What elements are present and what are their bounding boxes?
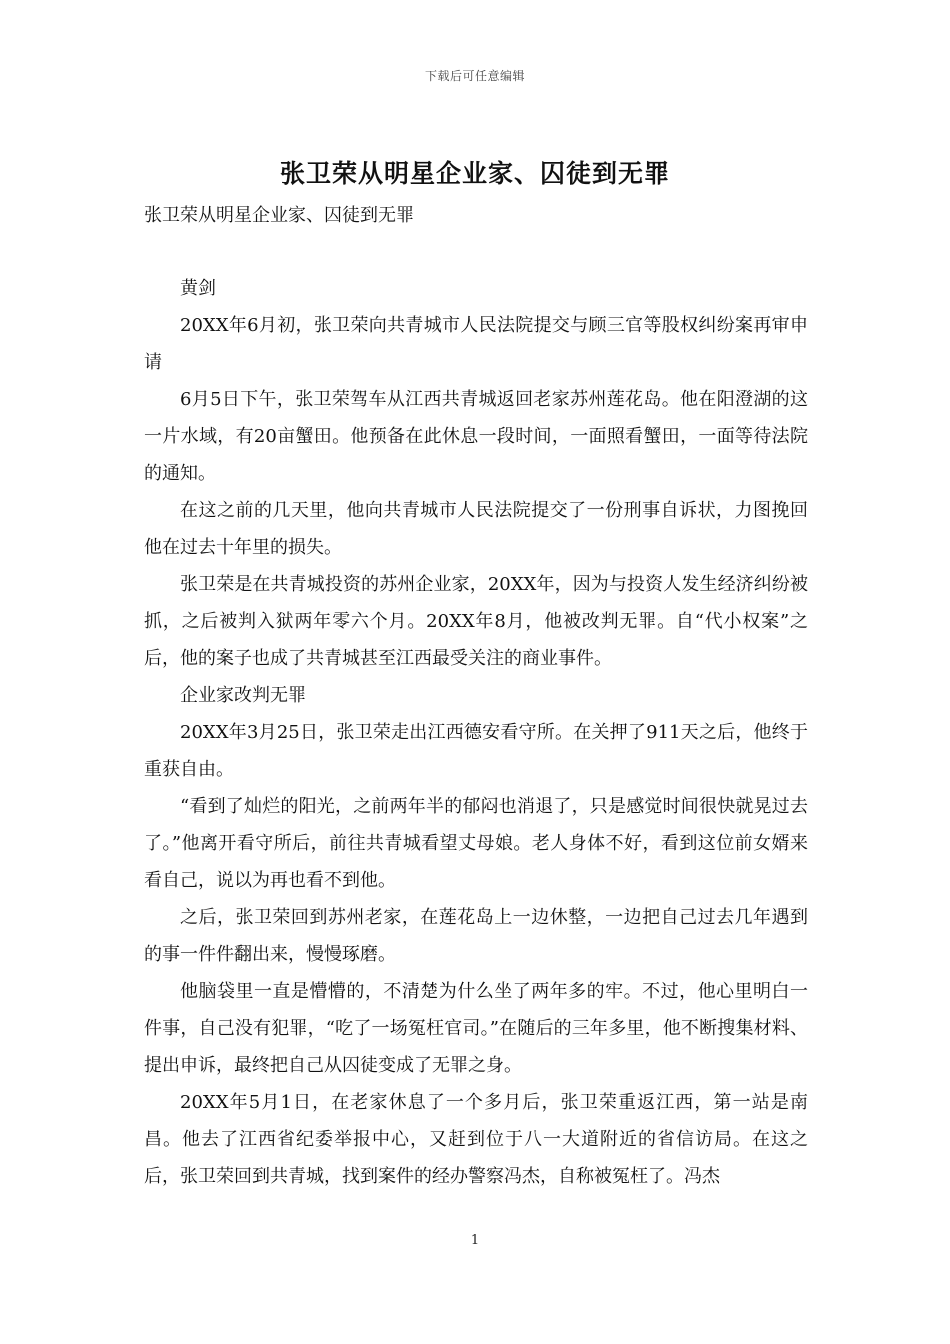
page-number: 1 [470, 1233, 480, 1248]
document-body [144, 270, 808, 1195]
author-line: 黄剑 [180, 278, 216, 299]
paragraph: 在这之前的几天里，他向共青城市人民法院提交了一份刑事自诉状，力图挽回他在过去十年里的损失。 [144, 500, 808, 558]
page-header-note: 下载后可任意编辑 [424, 69, 525, 83]
paragraph: 20XX年3月25日，张卫荣走出江西德安看守所。在关押了911天之后，他终于重获自由。 [144, 722, 808, 780]
paragraph: “看到了灿烂的阳光，之前两年半的郁闷也消退了，只是感觉时间很快就晃过去了。”他离开看守所后，前往共青城看望丈母娘。老人身体不好，看到这位前女婿来看自己，说以为再也看不到他。 [144, 796, 808, 891]
paragraph: 6月5日下午，张卫荣驾车从江西共青城返回老家苏州莲花岛。他在阳澄湖的这一片水域，有20亩蟹田。他预备在此休息一段时间，一面照看蟹田，一面等待法院的通知。 [144, 389, 808, 484]
paragraph: 20XX年6月初，张卫荣向共青城市人民法院提交与顾三官等股权纠纷案再审申请 [144, 315, 808, 373]
document-title: 张卫荣从明星企业家、囚徒到无罪 [279, 159, 670, 188]
section-heading: 企业家改判无罪 [180, 685, 306, 706]
document-subtitle: 张卫荣从明星企业家、囚徒到无罪 [144, 205, 414, 226]
paragraph: 之后，张卫荣回到苏州老家，在莲花岛上一边休整，一边把自己过去几年遇到的事一件件翻出来，慢慢琢磨。 [144, 907, 808, 965]
paragraph: 他脑袋里一直是懵懵的，不清楚为什么坐了两年多的牢。不过，他心里明白一件事，自己没有犯罪，“吃了一场冤枉官司。”在随后的三年多里，他不断搜集材料、提出申诉，最终把自己从囚徒变成了无罪之身。 [144, 981, 808, 1076]
paragraph: 20XX年5月1日，在老家休息了一个多月后，张卫荣重返江西，第一站是南昌。他去了江西省纪委举报中心，又赶到位于八一大道附近的省信访局。在这之后，张卫荣回到共青城，找到案件的经办警察冯杰，自称被冤枉了。冯杰 [144, 1092, 808, 1187]
paragraph: 张卫荣是在共青城投资的苏州企业家，20XX年，因为与投资人发生经济纠纷被抓，之后被判入狱两年零六个月。20XX年8月，他被改判无罪。自“代小权案”之后，他的案子也成了共青城甚至江西最受关注的商业事件。 [144, 574, 808, 669]
